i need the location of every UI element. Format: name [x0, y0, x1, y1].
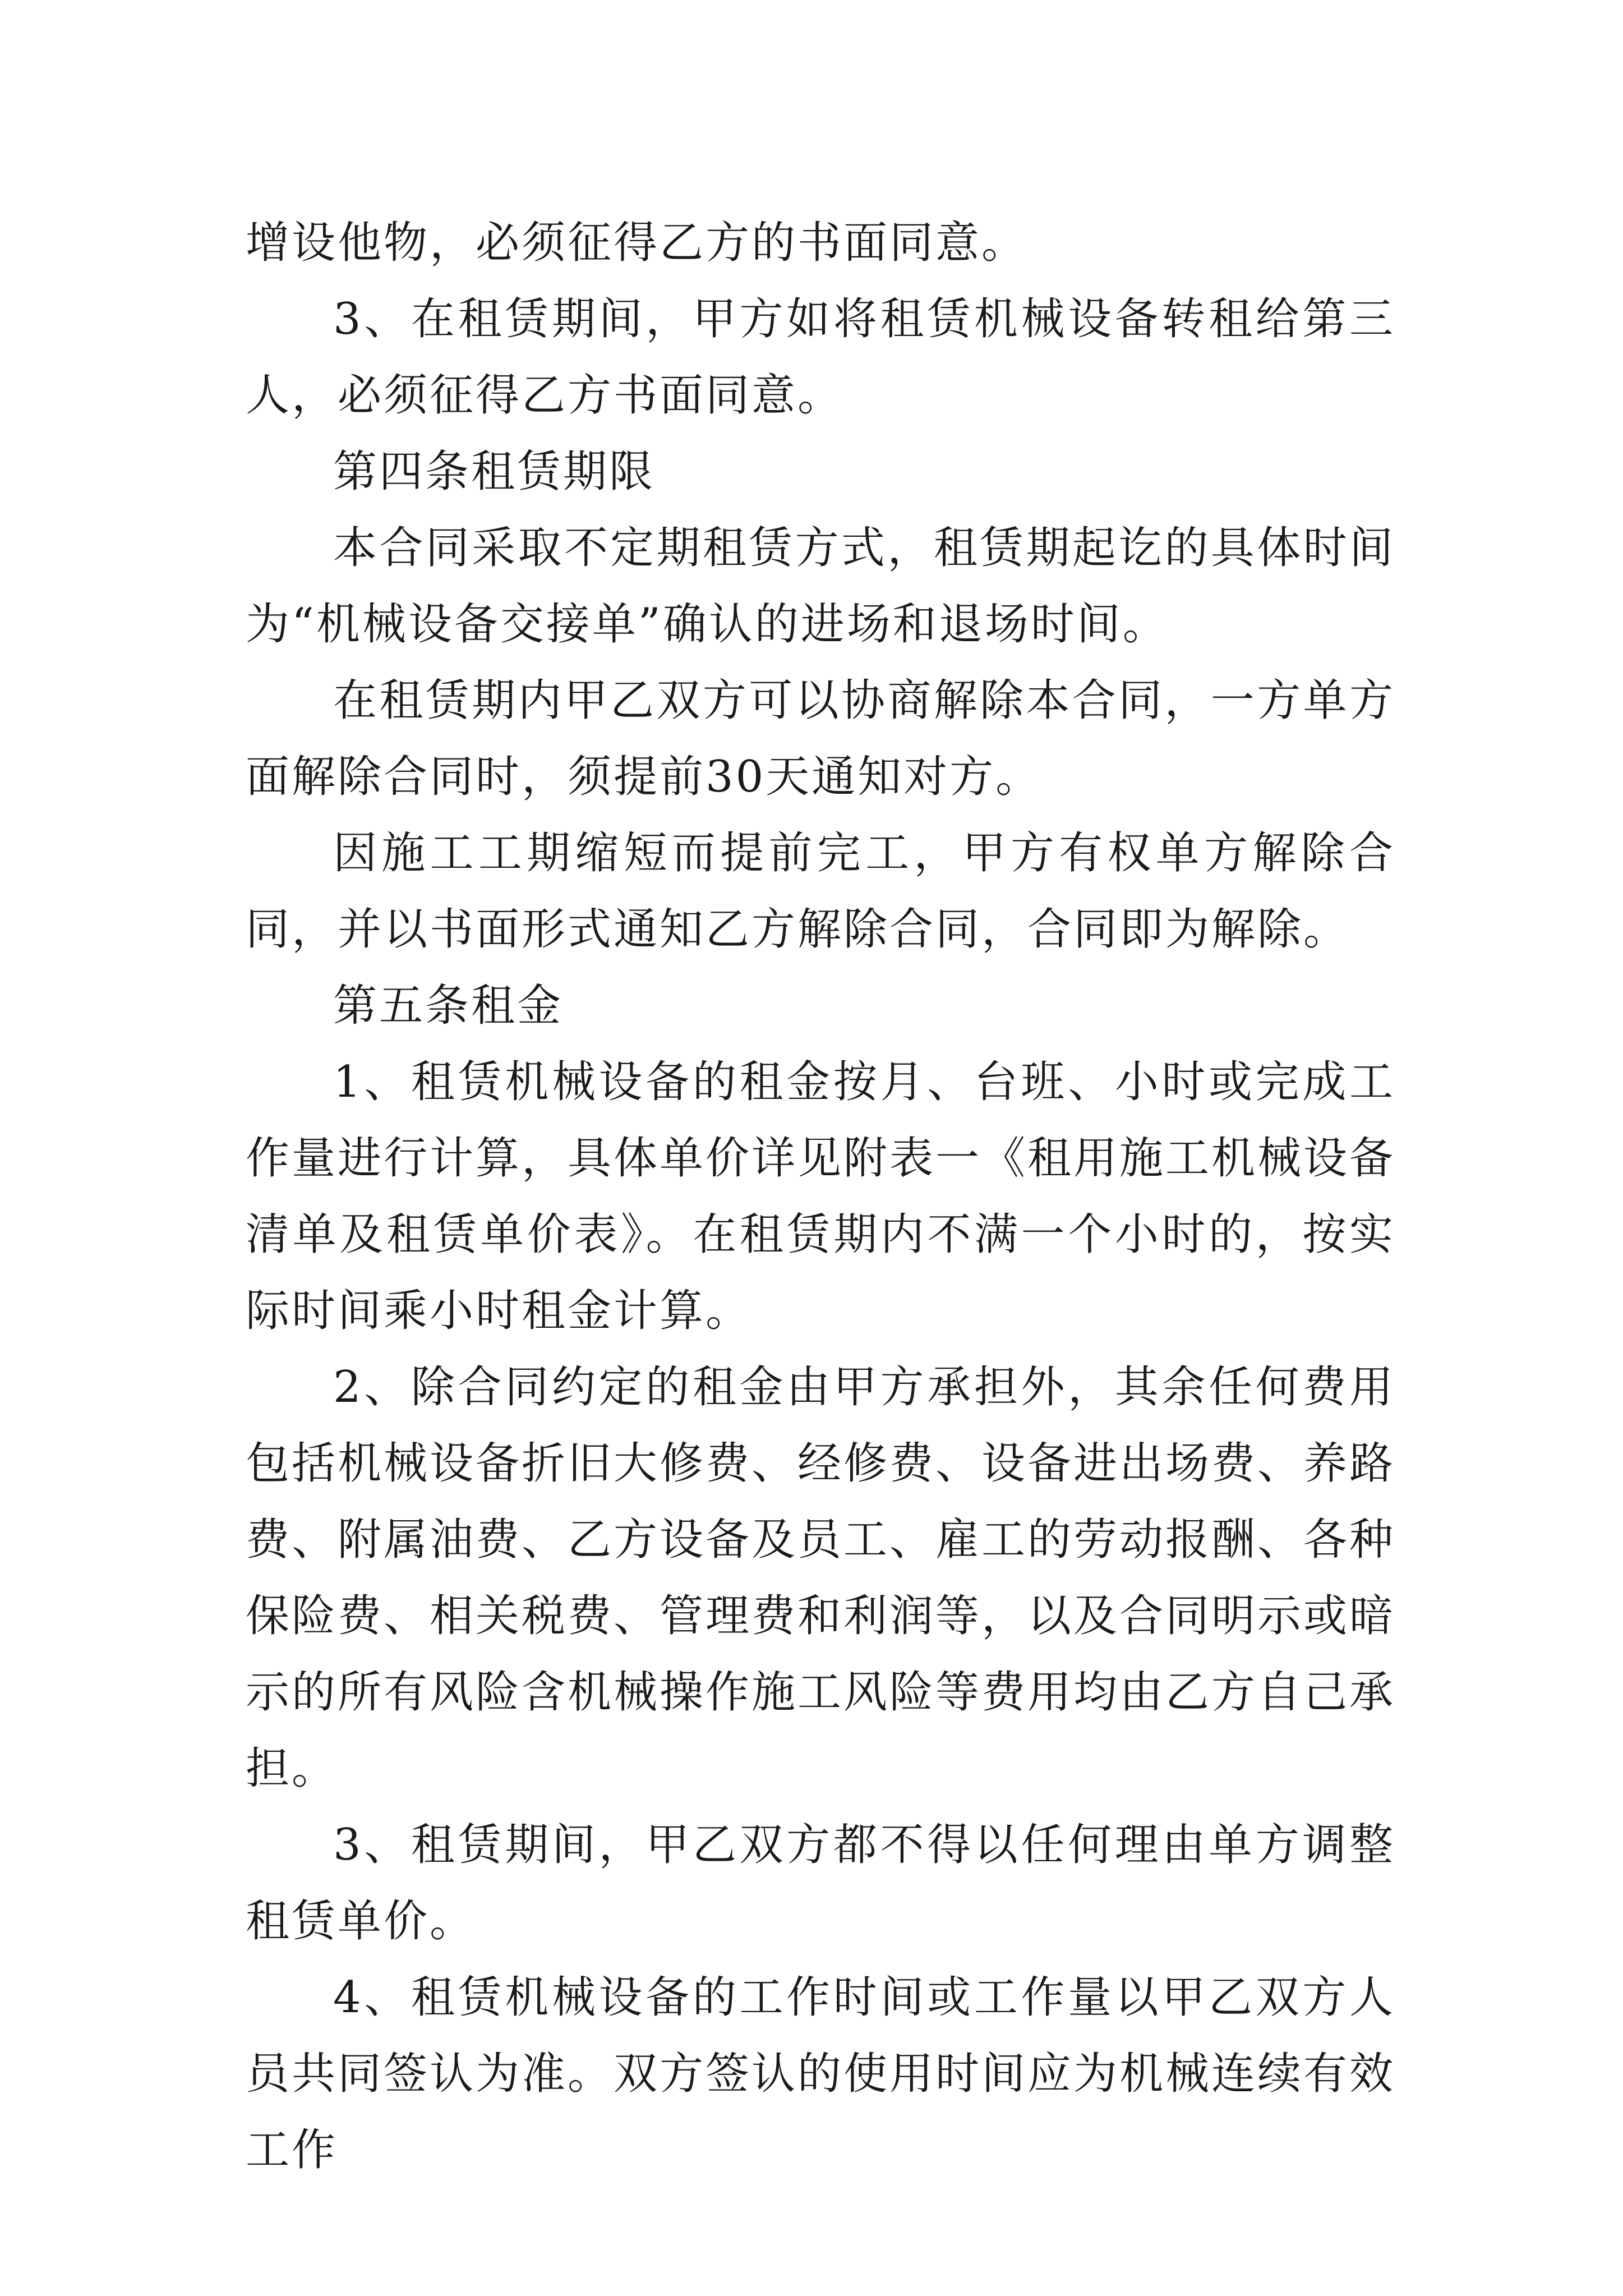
- paragraph-continuation: 增设他物，必须征得乙方的书面同意。: [246, 218, 1028, 268]
- paragraph-rent-clause-3: 3、租赁期间，甲乙双方都不得以任何理由单方调整租赁单价。: [246, 1820, 1395, 1947]
- paragraph-rent-clause-1: 1、租赁机械设备的租金按月、台班、小时或完成工作量进行计算，具体单价详见附表一《租用施工机械设备清单及租赁单价表》。在租赁期内不满一个小时的，按实际时间乘小时租金计算。: [246, 1057, 1396, 1336]
- paragraph-termination-notice: 在租赁期内甲乙双方可以协商解除本合同，一方单方面解除合同时，须提前30天通知对方。: [246, 675, 1395, 802]
- paragraph-early-completion: 因施工工期缩短而提前完工，甲方有权单方解除合同，并以书面形式通知乙方解除合同，合同即为解除。: [246, 828, 1395, 955]
- section-heading-article-5: 第五条租金: [333, 981, 564, 1031]
- paragraph-clause-3-sublease: 3、在租赁期间，甲方如将租赁机械设备转租给第三人，必须征得乙方书面同意。: [246, 294, 1395, 421]
- paragraph-lease-term: 本合同采取不定期租赁方式，租赁期起讫的具体时间为“机械设备交接单”确认的进场和退场时间。: [246, 523, 1395, 650]
- paragraph-rent-clause-4: 4、租赁机械设备的工作时间或工作量以甲乙双方人员共同签认为准。双方签认的使用时间应为机械连续有效工作: [246, 1972, 1396, 2175]
- section-heading-article-4: 第四条租赁期限: [333, 447, 656, 497]
- document-body: [246, 205, 1395, 2188]
- paragraph-rent-clause-2: 2、除合同约定的租金由甲方承担外，其余任何费用包括机械设备折旧大修费、经修费、设备进出场费、养路费、附属油费、乙方设备及员工、雇工的劳动报酬、各种保险费、相关税费、管理费和利润等，以及合同明示或暗示的所有风险含机械操作施工风险等费用均由乙方自己承担。: [246, 1362, 1396, 1794]
